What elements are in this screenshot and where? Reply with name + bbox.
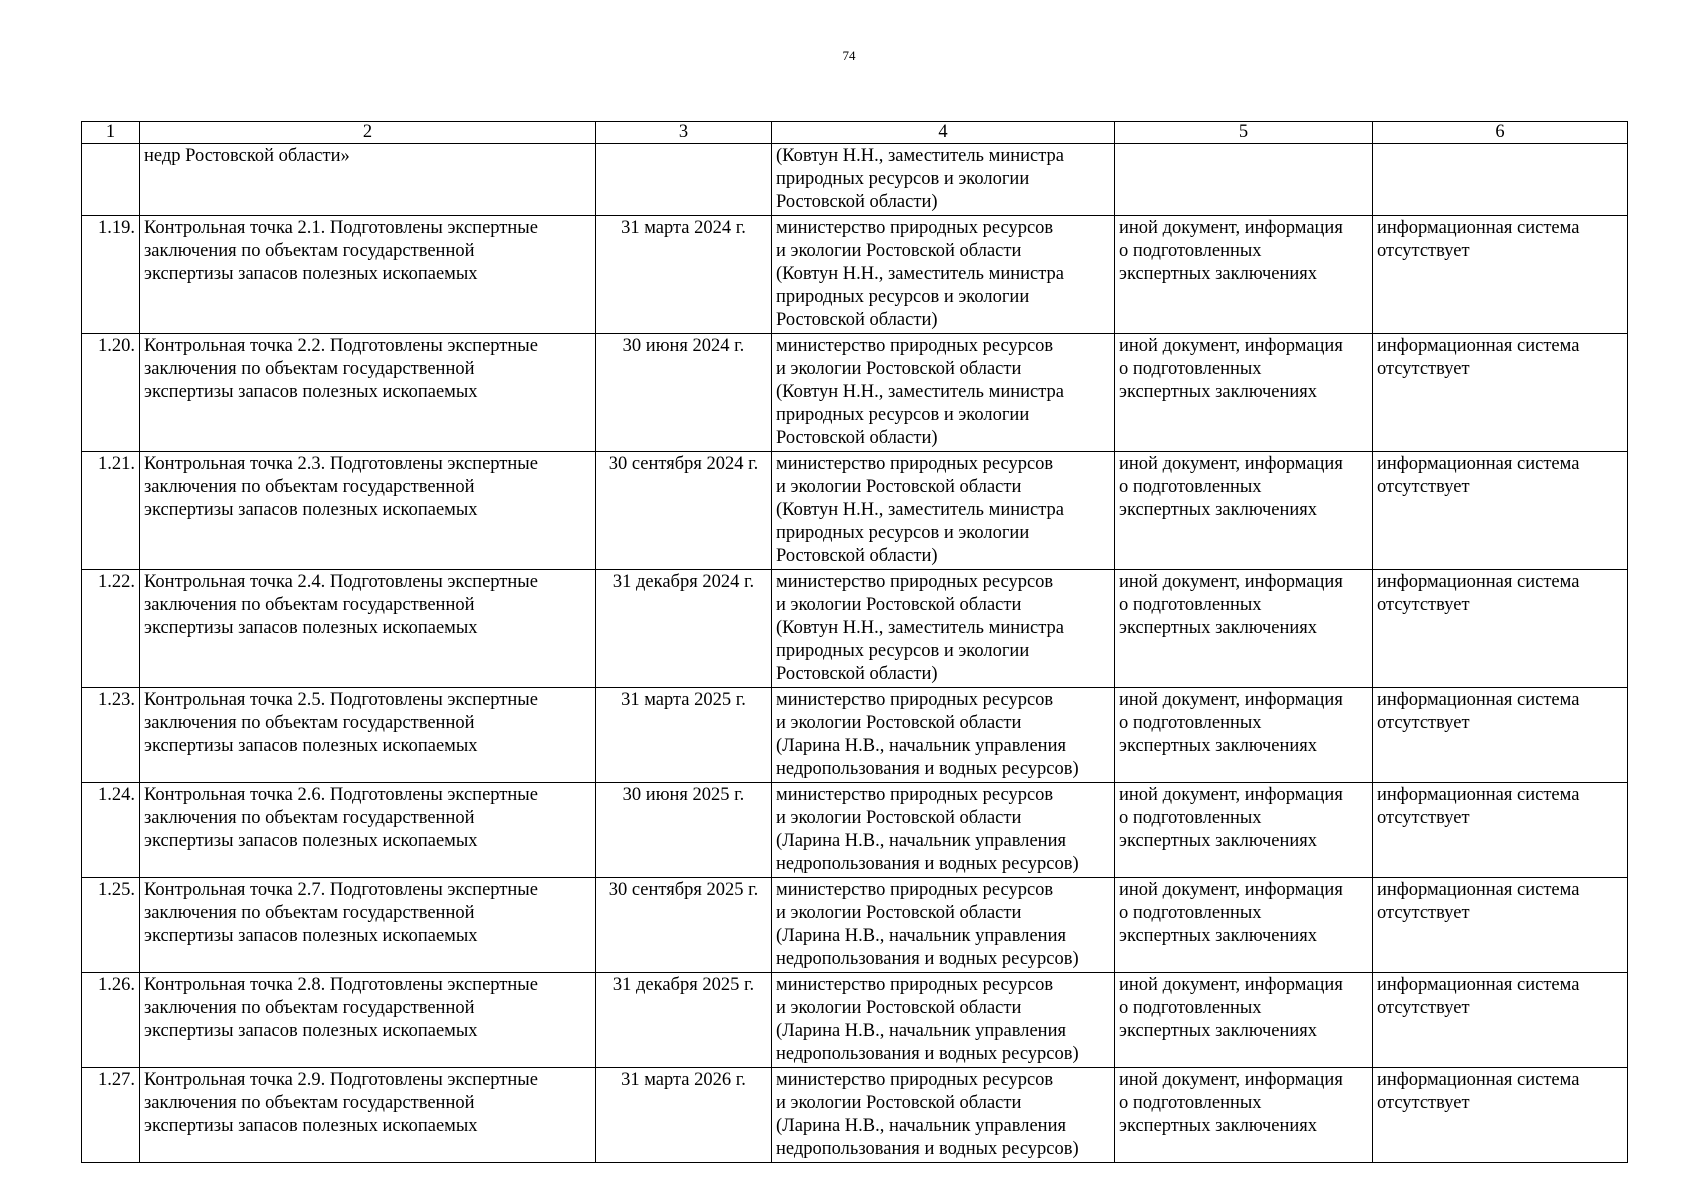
deadline-date-cell [596,216,772,334]
control-point-name: Контрольная точка 2.8. Подготовлены экспертные заключения по объектам государственной экспертизы запасов полезных ископаемых [144,975,538,1041]
table-row [82,570,1628,688]
responsible-executor: министерство природных ресурсов и экологии Ростовской области (Ковтун Н.Н., заместитель министра природных ресурсов и экологии Ростовской области) [776,218,1065,330]
responsible-executor: министерство природных ресурсов и экологии Ростовской области (Ларина Н.В., начальник управления недропользования и водных ресурсов) [776,975,1079,1064]
confirming-document-cell [1115,783,1373,878]
row-number: 1.26. [98,975,135,995]
information-system-cell [1373,878,1628,973]
information-system-cell [1373,1068,1628,1163]
row-number: 1.24. [98,785,135,805]
control-point-name-cell [140,334,596,452]
control-point-name: Контрольная точка 2.9. Подготовлены экспертные заключения по объектам государственной экспертизы запасов полезных ископаемых [144,1070,538,1136]
column-header: 2 [140,122,596,144]
responsible-executor-cell [772,1068,1115,1163]
responsible-executor-cell [772,878,1115,973]
information-system: информационная система отсутствует [1377,218,1580,261]
table-row [82,783,1628,878]
control-point-name-cell [140,144,596,216]
responsible-executor: министерство природных ресурсов и экологии Ростовской области (Ковтун Н.Н., заместитель министра природных ресурсов и экологии Ростовской области) [776,336,1065,448]
table-row [82,878,1628,973]
control-point-name-cell [140,452,596,570]
responsible-executor-cell [772,452,1115,570]
confirming-document: иной документ, информация о подготовленных экспертных заключениях [1119,218,1343,284]
responsible-executor: министерство природных ресурсов и экологии Ростовской области (Ларина Н.В., начальник управления недропользования и водных ресурсов) [776,880,1079,969]
row-number: 1.23. [98,690,135,710]
deadline-date: 31 марта 2024 г. [621,218,746,238]
responsible-executor-cell [772,688,1115,783]
information-system: информационная система отсутствует [1377,785,1580,828]
row-number-cell [82,334,140,452]
control-point-name-cell [140,973,596,1068]
deadline-date: 30 сентября 2025 г. [608,880,759,900]
confirming-document: иной документ, информация о подготовленных экспертных заключениях [1119,336,1343,402]
confirming-document-cell [1115,973,1373,1068]
information-system: информационная система отсутствует [1377,572,1580,615]
table-row [82,452,1628,570]
row-number: 1.25. [98,880,135,900]
confirming-document-cell [1115,144,1373,216]
information-system: информационная система отсутствует [1377,975,1580,1018]
information-system: информационная система отсутствует [1377,1070,1580,1113]
information-system-cell [1373,973,1628,1068]
control-point-name: Контрольная точка 2.7. Подготовлены экспертные заключения по объектам государственной экспертизы запасов полезных ископаемых [144,880,538,946]
deadline-date-cell [596,783,772,878]
deadline-date: 31 декабря 2024 г. [612,572,755,592]
confirming-document: иной документ, информация о подготовленных экспертных заключениях [1119,975,1343,1041]
deadline-date: 30 сентября 2024 г. [608,454,759,474]
responsible-executor-cell [772,334,1115,452]
information-system: информационная система отсутствует [1377,690,1580,733]
confirming-document: иной документ, информация о подготовленных экспертных заключениях [1119,572,1343,638]
control-point-name-cell [140,570,596,688]
deadline-date-cell [596,1068,772,1163]
row-number-cell [82,783,140,878]
responsible-executor: министерство природных ресурсов и экологии Ростовской области (Ковтун Н.Н., заместитель министра природных ресурсов и экологии Ростовской области) [776,454,1065,566]
confirming-document-cell [1115,570,1373,688]
information-system-cell [1373,334,1628,452]
responsible-executor: министерство природных ресурсов и экологии Ростовской области (Ларина Н.В., начальник управления недропользования и водных ресурсов) [776,785,1079,874]
deadline-date-cell [596,144,772,216]
responsible-executor-cell [772,216,1115,334]
row-number-cell [82,688,140,783]
row-number-cell [82,1068,140,1163]
deadline-date: 30 июня 2024 г. [622,336,745,356]
column-header: 6 [1373,122,1628,144]
column-header: 4 [772,122,1115,144]
row-number-cell [82,144,140,216]
row-number: 1.27. [98,1070,135,1090]
responsible-executor-cell [772,973,1115,1068]
confirming-document: иной документ, информация о подготовленных экспертных заключениях [1119,454,1343,520]
column-header: 5 [1115,122,1373,144]
row-number-cell [82,878,140,973]
confirming-document: иной документ, информация о подготовленных экспертных заключениях [1119,1070,1343,1136]
table-row [82,1068,1628,1163]
responsible-executor-cell [772,570,1115,688]
deadline-date: 30 июня 2025 г. [622,785,745,805]
control-point-name-cell [140,1068,596,1163]
row-number-cell [82,452,140,570]
confirming-document-cell [1115,216,1373,334]
control-point-name: Контрольная точка 2.4. Подготовлены экспертные заключения по объектам государственной экспертизы запасов полезных ископаемых [144,572,538,638]
deadline-date-cell [596,878,772,973]
information-system: информационная система отсутствует [1377,454,1580,497]
table-row [82,334,1628,452]
row-number: 1.21. [98,454,135,474]
information-system-cell [1373,144,1628,216]
row-number-cell [82,570,140,688]
confirming-document-cell [1115,452,1373,570]
information-system-cell [1373,688,1628,783]
responsible-executor: (Ковтун Н.Н., заместитель министра природных ресурсов и экологии Ростовской области) [776,146,1065,212]
deadline-date: 31 марта 2025 г. [621,690,746,710]
row-number: 1.20. [98,336,135,356]
column-header: 3 [596,122,772,144]
table-row [82,144,1628,216]
responsible-executor-cell [772,783,1115,878]
control-point-name: Контрольная точка 2.2. Подготовлены экспертные заключения по объектам государственной экспертизы запасов полезных ископаемых [144,336,538,402]
control-point-name-cell [140,878,596,973]
page-number: 74 [842,48,856,63]
column-header: 1 [82,122,140,144]
control-points-table [81,121,1628,1163]
deadline-date: 31 марта 2026 г. [621,1070,746,1090]
deadline-date: 31 декабря 2025 г. [612,975,755,995]
table-header-row [82,122,1628,144]
row-number-cell [82,973,140,1068]
responsible-executor: министерство природных ресурсов и экологии Ростовской области (Ларина Н.В., начальник управления недропользования и водных ресурсов) [776,690,1079,779]
information-system: информационная система отсутствует [1377,880,1580,923]
confirming-document-cell [1115,334,1373,452]
information-system: информационная система отсутствует [1377,336,1580,379]
control-point-name: Контрольная точка 2.1. Подготовлены экспертные заключения по объектам государственной экспертизы запасов полезных ископаемых [144,218,538,284]
control-point-name-cell [140,216,596,334]
control-point-name: недр Ростовской области» [144,146,350,166]
responsible-executor-cell [772,144,1115,216]
row-number-cell [82,216,140,334]
control-point-name: Контрольная точка 2.5. Подготовлены экспертные заключения по объектам государственной экспертизы запасов полезных ископаемых [144,690,538,756]
information-system-cell [1373,216,1628,334]
responsible-executor: министерство природных ресурсов и экологии Ростовской области (Ковтун Н.Н., заместитель министра природных ресурсов и экологии Ростовской области) [776,572,1065,684]
control-point-name: Контрольная точка 2.3. Подготовлены экспертные заключения по объектам государственной экспертизы запасов полезных ископаемых [144,454,538,520]
table-row [82,973,1628,1068]
information-system-cell [1373,783,1628,878]
row-number: 1.22. [98,572,135,592]
information-system-cell [1373,452,1628,570]
table-row [82,216,1628,334]
control-point-name-cell [140,783,596,878]
information-system-cell [1373,570,1628,688]
confirming-document: иной документ, информация о подготовленных экспертных заключениях [1119,880,1343,946]
control-point-name-cell [140,688,596,783]
deadline-date-cell [596,570,772,688]
confirming-document: иной документ, информация о подготовленных экспертных заключениях [1119,690,1343,756]
deadline-date-cell [596,452,772,570]
responsible-executor: министерство природных ресурсов и экологии Ростовской области (Ларина Н.В., начальник управления недропользования и водных ресурсов) [776,1070,1079,1159]
confirming-document-cell [1115,878,1373,973]
confirming-document: иной документ, информация о подготовленных экспертных заключениях [1119,785,1343,851]
table-row [82,688,1628,783]
deadline-date-cell [596,973,772,1068]
deadline-date-cell [596,334,772,452]
confirming-document-cell [1115,688,1373,783]
deadline-date-cell [596,688,772,783]
row-number: 1.19. [98,218,135,238]
confirming-document-cell [1115,1068,1373,1163]
control-point-name: Контрольная точка 2.6. Подготовлены экспертные заключения по объектам государственной экспертизы запасов полезных ископаемых [144,785,538,851]
